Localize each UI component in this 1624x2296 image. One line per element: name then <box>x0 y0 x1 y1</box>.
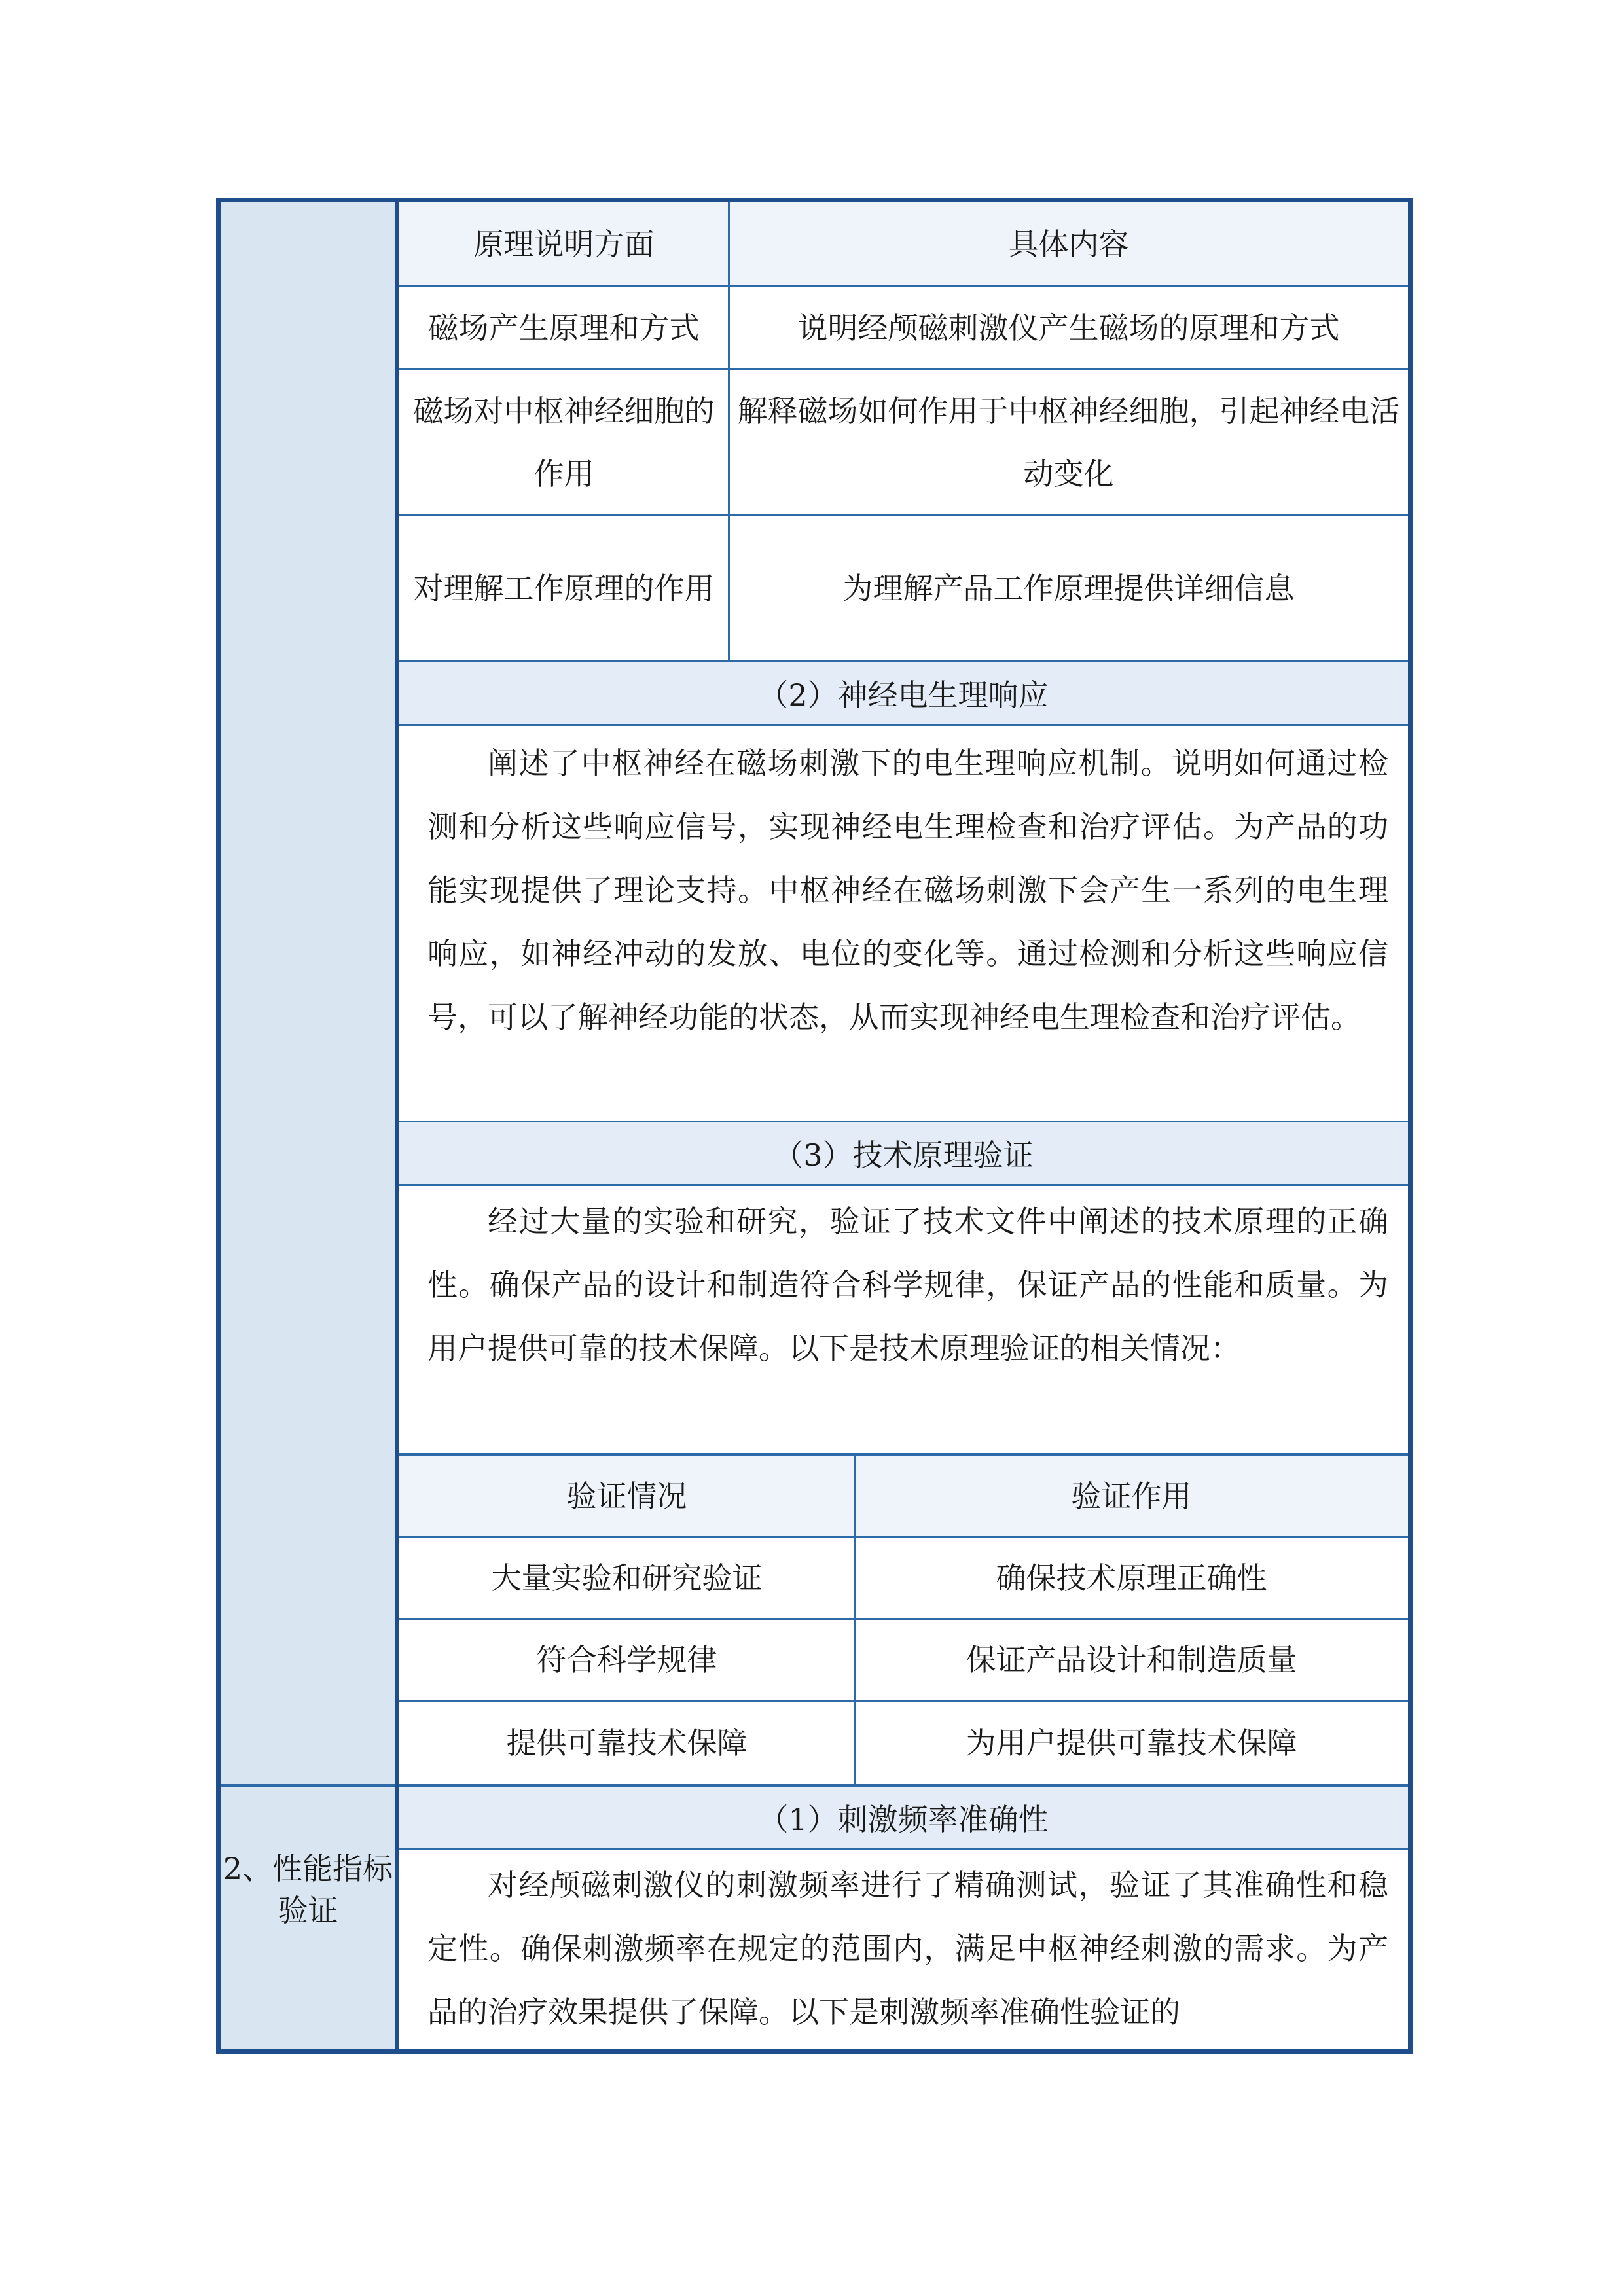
section3-title: （3）技术原理验证 <box>399 1122 1408 1184</box>
table1-row1-aspect: 磁场产生原理和方式 <box>428 310 700 346</box>
table2-row2-situation: 符合科学规律 <box>536 1642 717 1677</box>
table2-column-divider <box>854 1456 856 1784</box>
section2-paragraph: 阐述了中枢神经在磁场刺激下的电生理响应机制。说明如何通过检测和分析这些响应信号，实现神经电生理检查和治疗评估。为产品的功能实现提供了理论支持。中枢神经在磁场刺激下会产生一系列的电生理响应，如神经冲动的发放、电位的变化等。通过检测和分析这些响应信号，可以了解神经功能的状态，从而实现神经电生理检查和治疗评估。 <box>427 745 1388 1035</box>
table1-row2-aspect: 磁场对中枢神经细胞的作用 <box>413 393 715 492</box>
content-column <box>399 202 1408 2049</box>
table2-header-effect: 验证作用 <box>855 1456 1408 1536</box>
part2-label: 2、性能指标验证 <box>223 1851 393 1928</box>
section3-paragraph: 经过大量的实验和研究，验证了技术文件中阐述的技术原理的正确性。确保产品的设计和制造符合科学规律，保证产品的性能和质量。为用户提供可靠的技术保障。以下是技术原理验证的相关情况： <box>427 1204 1388 1366</box>
table2-row2-effect: 保证产品设计和制造质量 <box>965 1642 1297 1677</box>
table2-row1-effect: 确保技术原理正确性 <box>996 1560 1267 1596</box>
divider <box>399 1848 1408 1850</box>
part2-section1-paragraph: 对经颅磁刺激仪的刺激频率进行了精确测试，验证了其准确性和稳定性。确保刺激频率在规定的范围内，满足中枢神经刺激的需求。为产品的治疗效果提供了保障。以下是刺激频率准确性验证的 <box>427 1867 1388 2030</box>
table1-header-content: 具体内容 <box>729 202 1408 285</box>
section2-title: （2）神经电生理响应 <box>399 662 1408 724</box>
table2-row3-effect: 为用户提供可靠技术保障 <box>965 1725 1297 1761</box>
table1-header-aspect: 原理说明方面 <box>399 202 729 285</box>
table1-column-divider <box>728 202 730 660</box>
table1-row3-content: 为理解产品工作原理提供详细信息 <box>842 571 1295 606</box>
table1-row1-content: 说明经颅磁刺激仪产生磁场的原理和方式 <box>797 310 1340 346</box>
left-column-divider <box>221 1784 395 1787</box>
part2-section1-title: （1）刺激频率准确性 <box>399 1787 1408 1848</box>
table1-row3-aspect: 对理解工作原理的作用 <box>413 571 715 606</box>
document-table <box>216 198 1413 2054</box>
left-label-column <box>221 202 399 2049</box>
divider <box>399 1184 1408 1186</box>
table1-row2-content: 解释磁场如何作用于中枢神经细胞，引起神经电活动变化 <box>737 393 1400 492</box>
divider <box>399 724 1408 726</box>
table2-row1-situation: 大量实验和研究验证 <box>491 1560 763 1596</box>
table2-header-situation: 验证情况 <box>399 1456 855 1536</box>
table2-row3-situation: 提供可靠技术保障 <box>506 1725 748 1761</box>
